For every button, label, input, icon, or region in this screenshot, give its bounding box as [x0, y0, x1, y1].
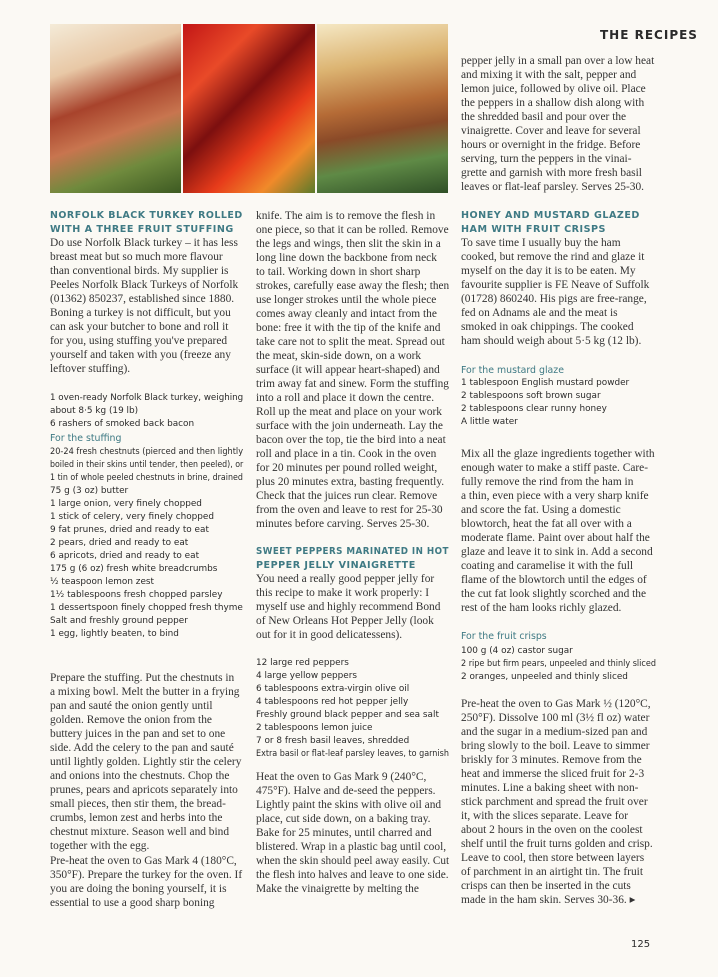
- text-line: for 20 minutes per pound rolled weight,: [256, 462, 438, 474]
- ingredient-line: 2 oranges, unpeeled and thinly sliced: [461, 672, 628, 682]
- text-line: Prepare the stuffing. Put the chestnuts in: [50, 672, 235, 684]
- text-line: until lightly golden. Lightly stir the celery: [50, 756, 242, 768]
- text-line: one piece, so that it can be rolled. Remove: [256, 224, 449, 236]
- text-line: myself use and highly recommend Bond: [256, 601, 441, 613]
- text-line: moderate flame. Paint over about half the: [461, 532, 650, 544]
- heading-line: PEPPER JELLY VINAIGRETTE: [256, 560, 416, 571]
- ingredient-line: 1 tin of whole peeled chestnuts in brine, drained: [50, 473, 243, 483]
- text-line: strokes, carefully ease away the flesh; then: [256, 280, 450, 292]
- ingredient-line: A little water: [461, 417, 518, 427]
- text-line: Heat the oven to Gas Mark 9 (240°C,: [256, 771, 427, 783]
- ingredient-line: 1 large onion, very finely chopped: [50, 499, 202, 509]
- text-line: use longer strokes until the whole piece: [256, 294, 437, 306]
- text-line: the peppers in a shallow dish along with: [461, 97, 645, 109]
- text-line: stick parchment and spread the fruit over: [461, 796, 648, 808]
- text-line: flame of the blowtorch until the edges of: [461, 574, 647, 586]
- text-line: than conventional birds. My supplier is: [50, 265, 229, 277]
- text-line: You need a really good pepper jelly for: [256, 573, 435, 585]
- ingredient-line: about 8·5 kg (19 lb): [50, 406, 139, 416]
- text-line: it, with the slices separate. Leave for: [461, 810, 628, 822]
- text-line: Pre-heat the oven to Gas Mark ½ (120°C,: [461, 698, 651, 710]
- ingredient-line: 75 g (3 oz) butter: [50, 486, 129, 496]
- text-line: the shredded basil and pour over the: [461, 111, 627, 123]
- text-line: Boning a turkey is not difficult, but you: [50, 307, 231, 319]
- text-line: prunes, pears and apricots separately into: [50, 784, 238, 796]
- text-line: out for it in good delicatessens).: [256, 629, 403, 641]
- text-line: side. Add the celery to the pan and sauté: [50, 742, 234, 754]
- text-line: about 2 hours in the oven on the coolest: [461, 824, 643, 836]
- text-line: bring slowly to the boil. Leave to simmer: [461, 740, 650, 752]
- text-line: fully remove the rind from the ham in: [461, 476, 634, 488]
- text-line: the cut fat look slightly scorched and the: [461, 588, 647, 600]
- text-line: buttery juices in the pan and set to one: [50, 728, 226, 740]
- text-line: golden. Remove the onion from the: [50, 714, 212, 726]
- text-line: of parchment in an airtight tin. The fruit: [461, 866, 643, 878]
- crisps-heading: For the fruit crisps: [461, 631, 547, 642]
- text-line: surface (it will appear heart-shaped) and: [256, 364, 440, 376]
- ingredient-line: 9 fat prunes, dried and ready to eat: [50, 525, 209, 535]
- heading-line: HONEY AND MUSTARD GLAZED: [461, 210, 640, 221]
- glaze-heading: For the mustard glaze: [461, 365, 564, 376]
- text-line: hours or overnight in the fridge. Before: [461, 139, 641, 151]
- page-number: 125: [631, 939, 651, 950]
- text-line: blowtorch, heat the fat all over with a: [461, 518, 632, 530]
- ingredient-line: 1½ tablespoons fresh chopped parsley: [50, 590, 223, 600]
- text-line: and the sugar in a medium-sized pan and: [461, 726, 648, 738]
- stuffing-heading: For the stuffing: [50, 433, 122, 444]
- text-line: together with the egg.: [50, 840, 150, 852]
- text-line: vinaigrette. Cover and leave for several: [461, 125, 641, 137]
- text-line: a mixing bowl. Melt the butter in a frying: [50, 686, 240, 698]
- text-line: yourself and taken with you (freeze any: [50, 349, 231, 361]
- text-line: place, cut side down, on a baking tray.: [256, 813, 431, 825]
- text-line: favourite supplier is FE Neave of Suffolk: [461, 279, 650, 291]
- text-line: this recipe to make it work properly: I: [256, 587, 430, 599]
- text-line: Bake for 25 minutes, until charred and: [256, 827, 432, 839]
- ingredient-line: 6 apricots, dried and ready to eat: [50, 551, 200, 561]
- text-line: Leave to cool, then store between layers: [461, 852, 645, 864]
- text-line: of New Orleans Hot Pepper Jelly (look: [256, 615, 434, 627]
- ingredient-line: 100 g (4 oz) castor sugar: [461, 646, 573, 656]
- text-line: Pre-heat the oven to Gas Mark 4 (180°C,: [50, 855, 237, 867]
- text-line: cooked, but remove the rind and glaze it: [461, 251, 645, 263]
- text-line: bone: free it with the tip of the knife and: [256, 322, 441, 334]
- text-line: briskly for 3 minutes. Remove from the: [461, 754, 642, 766]
- text-line: can ask your butcher to bone and roll it: [50, 321, 229, 333]
- text-line: heat and immerse the sliced fruit for 2-3: [461, 768, 645, 780]
- text-line: breast meat but so much more flavour: [50, 251, 223, 263]
- text-line: you are doing the boning yourself, it is: [50, 883, 227, 895]
- text-line: Do use Norfolk Black turkey – it has less: [50, 237, 238, 249]
- heading-line: WITH A THREE FRUIT STUFFING: [50, 224, 234, 235]
- text-line: and score the fat. Using a domestic: [461, 504, 621, 516]
- heading-line: NORFOLK BLACK TURKEY ROLLED: [50, 210, 243, 221]
- text-line: Check that the juices run clear. Remove: [256, 490, 438, 502]
- text-line: for you, using stuffing you've prepared: [50, 335, 228, 347]
- text-line: crumbs, lemon zest and herbs into the: [50, 812, 223, 824]
- ingredient-line: 2 tablespoons clear runny honey: [461, 404, 607, 414]
- text-line: lemon juice, followed by olive oil. Place: [461, 83, 646, 95]
- text-line: roll and place in a tin. Cook in the oven: [256, 448, 437, 460]
- text-line: leaves or flat-leaf parsley. Serves 25-30.: [461, 181, 645, 193]
- rolled-turkey-photo: [50, 24, 181, 193]
- text-line: enough water to make a stiff paste. Care-: [461, 462, 649, 474]
- ingredient-line: 6 rashers of smoked back bacon: [50, 419, 195, 429]
- text-line: rest of the ham looks richly glazed.: [461, 602, 622, 614]
- ingredient-line: 1 oven-ready Norfolk Black turkey, weighing: [50, 393, 244, 403]
- heading-line: HAM WITH FRUIT CRISPS: [461, 224, 606, 235]
- text-line: small pieces, then stir them, the bread-: [50, 798, 226, 810]
- text-line: minutes before carving. Serves 25-30.: [256, 518, 430, 530]
- section-header: THE RECIPES: [600, 28, 698, 42]
- text-line: plus 20 minutes extra, basting frequently.: [256, 476, 445, 488]
- ingredient-line: Extra basil or flat-leaf parsley leaves, to garnish: [256, 749, 449, 759]
- text-line: coating and caramelise it with the full: [461, 560, 634, 572]
- text-line: bacon over the top, tie the bird into a neat: [256, 434, 446, 446]
- ingredient-line: 2 tablespoons lemon juice: [256, 723, 373, 733]
- text-line: leftover stuffing).: [50, 363, 131, 375]
- text-line: trim away fat and sinew. Form the stuffing: [256, 378, 449, 390]
- text-line: glaze and leave it to sink in. Add a second: [461, 546, 653, 558]
- text-line: Mix all the glaze ingredients together with: [461, 448, 655, 460]
- ingredient-line: 175 g (6 oz) fresh white breadcrumbs: [50, 564, 218, 574]
- text-line: to tail. Working down in short sharp: [256, 266, 421, 278]
- text-line: blistered. Wrap in a plastic bag until cool,: [256, 841, 447, 853]
- ingredient-line: 4 large yellow peppers: [256, 671, 358, 681]
- text-line: and onions into the chestnuts. Chop the: [50, 770, 230, 782]
- text-line: shelf until the fruit turns golden and crisp.: [461, 838, 653, 850]
- text-line: pan and sauté the onion gently until: [50, 700, 213, 712]
- text-line: ham should weigh about 5·5 kg (12 lb).: [461, 335, 642, 347]
- text-line: Roll up the meat and place on your work: [256, 406, 442, 418]
- text-line: 250°F). Dissolve 100 ml (3½ fl oz) water: [461, 712, 650, 724]
- text-line: (01728) 860240. His pigs are free-range,: [461, 293, 647, 305]
- text-line: chestnut mixture. Season well and bind: [50, 826, 230, 838]
- text-line: made in the ham skin. Serves 30-36. ▸: [461, 894, 636, 906]
- text-line: serving, turn the peppers in the vinai-: [461, 153, 632, 165]
- text-line: a thin, even piece with a very sharp knife: [461, 490, 649, 502]
- ingredient-line: Freshly ground black pepper and sea salt: [256, 710, 439, 720]
- text-line: fed on Adnams ale and the meat is: [461, 307, 618, 319]
- text-line: grette and garnish with more fresh basil: [461, 167, 642, 179]
- ingredient-line: 7 or 8 fresh basil leaves, shredded: [256, 736, 410, 746]
- text-line: and mixing it with the salt, pepper and: [461, 69, 637, 81]
- text-line: long line down the backbone from neck: [256, 252, 437, 264]
- ingredient-line: 2 tablespoons soft brown sugar: [461, 391, 601, 401]
- text-line: Lightly paint the skins with olive oil and: [256, 799, 442, 811]
- text-line: smoked in oak chippings. The cooked: [461, 321, 634, 333]
- text-line: from the oven and leave to rest for 25-30: [256, 504, 443, 516]
- text-line: surface with the join underneath. Lay the: [256, 420, 443, 432]
- text-line: 350°F). Prepare the turkey for the oven. If: [50, 869, 243, 881]
- text-line: the meat, skin-side down, on a work: [256, 350, 422, 362]
- text-line: 475°F). Halve and de-seed the peppers.: [256, 785, 436, 797]
- ingredient-line: Salt and freshly ground pepper: [50, 616, 188, 626]
- photo-strip: [50, 24, 448, 193]
- ingredient-line: 1 dessertspoon finely chopped fresh thyme: [50, 603, 243, 613]
- text-line: take care not to split the meat. Spread out: [256, 336, 445, 348]
- ingredient-line: 2 pears, dried and ready to eat: [50, 538, 189, 548]
- ingredient-line: ½ teaspoon lemon zest: [50, 577, 155, 587]
- text-line: comes away cleanly and intact from the: [256, 308, 437, 320]
- text-line: the legs and wings, then slit the skin in a: [256, 238, 441, 250]
- ingredient-line: 2 ripe but firm pears, unpeeled and thinly sliced: [461, 659, 656, 669]
- ingredient-line: 6 tablespoons extra-virgin olive oil: [256, 684, 410, 694]
- text-line: into a roll and place it down the centre.: [256, 392, 435, 404]
- text-line: Peeles Norfolk Black Turkeys of Norfolk: [50, 279, 239, 291]
- text-line: myself on the day it is to be eaten. My: [461, 265, 636, 277]
- text-line: knife. The aim is to remove the flesh in: [256, 210, 436, 222]
- ingredient-line: 1 tablespoon English mustard powder: [461, 378, 630, 388]
- text-line: (01362) 850237, established since 1880.: [50, 293, 235, 305]
- text-line: when the skin should peel away easily. Cut: [256, 855, 450, 867]
- ingredient-line: 4 tablespoons red hot pepper jelly: [256, 697, 409, 707]
- text-line: To save time I usually buy the ham: [461, 237, 621, 249]
- ingredient-line: 20-24 fresh chestnuts (pierced and then lightly: [50, 447, 244, 457]
- text-line: minutes. Line a baking sheet with non-: [461, 782, 639, 794]
- text-line: essential to use a good sharp boning: [50, 897, 215, 909]
- ingredient-line: boiled in their skins until tender, then peeled), or: [50, 460, 244, 470]
- ingredient-line: 12 large red peppers: [256, 658, 349, 668]
- red-peppers-photo: [183, 24, 314, 193]
- text-line: the flesh into halves and leave to one side.: [256, 869, 449, 881]
- text-line: Make the vinaigrette by melting the: [256, 883, 419, 895]
- ingredient-line: 1 egg, lightly beaten, to bind: [50, 629, 179, 639]
- text-line: pepper jelly in a small pan over a low heat: [461, 55, 655, 67]
- ingredient-line: 1 stick of celery, very finely chopped: [50, 512, 215, 522]
- text-line: crisps can then be inserted in the cuts: [461, 880, 631, 892]
- glazed-ham-photo: [317, 24, 448, 193]
- heading-line: SWEET PEPPERS MARINATED IN HOT: [256, 546, 449, 557]
